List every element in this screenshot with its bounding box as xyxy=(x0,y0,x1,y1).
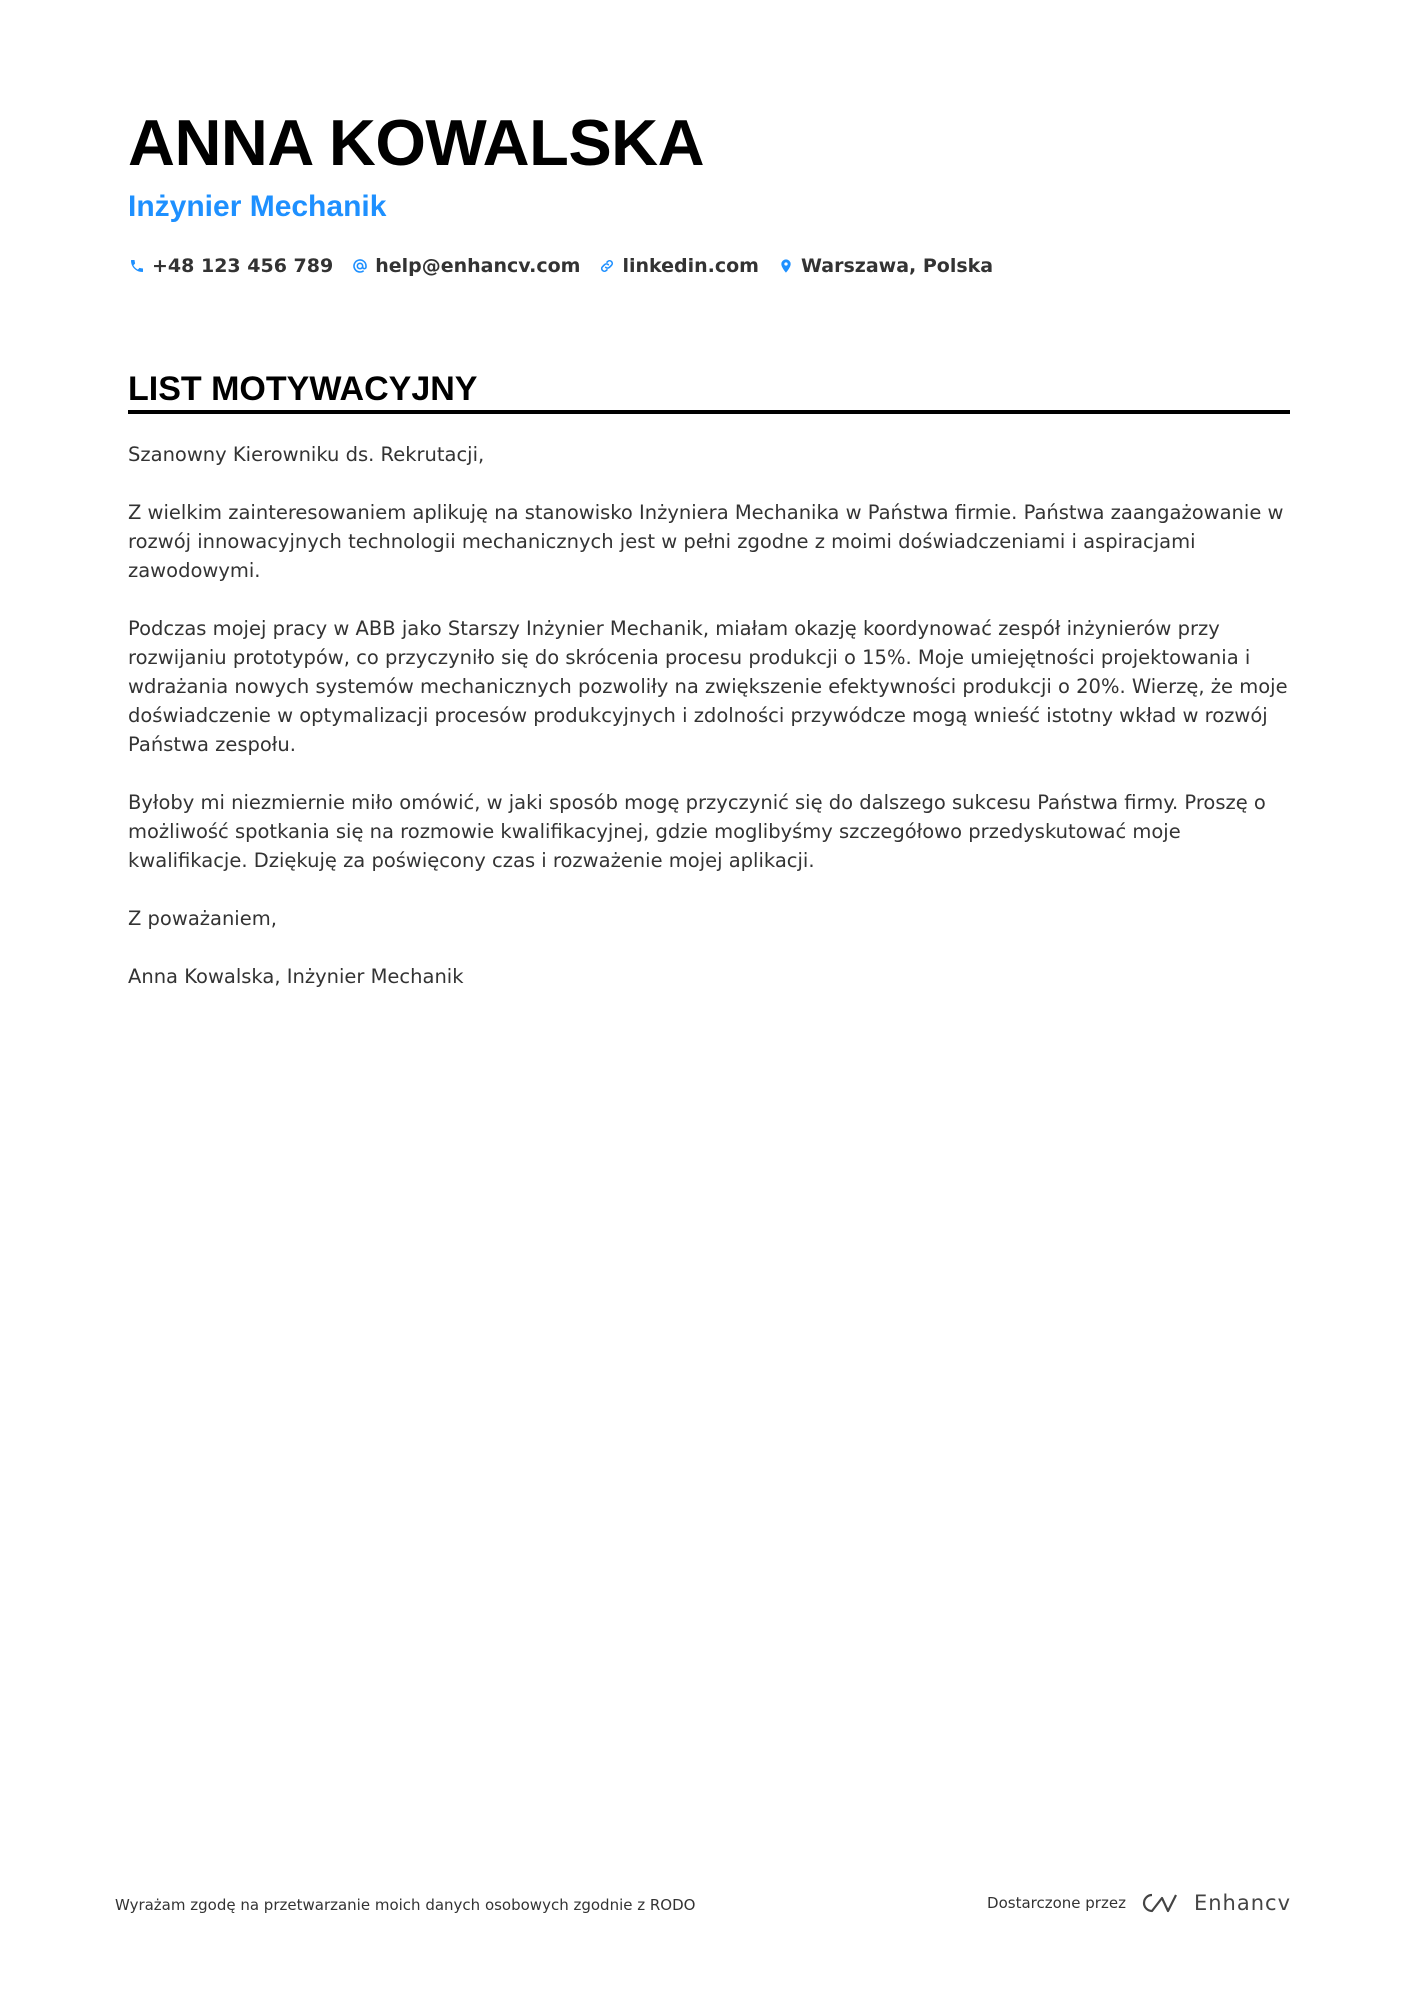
letter-signature: Anna Kowalska, Inżynier Mechanik xyxy=(128,965,464,988)
letter-paragraph: Podczas mojej pracy w ABB jako Starszy Inżynier Mechanik, miałam okazję koordynować zespół inżynierów przy rozwijaniu prototypów, co przyczyniło się do skrócenia procesu produkcji o 15%. Moje umiejętności projektowania i wdrażania nowych systemów mechanicznych pozwoliły na zwiększenie efektywności produkcji o 20%. Wierzę, że moje doświadczenie w optymalizacji procesów produkcyjnych i zdolności przywódcze mogą wnieść istotny wkład w rozwój Państwa zespołu. xyxy=(128,617,1288,756)
contact-location-text: Warszawa, Polska xyxy=(800,255,994,277)
powered-by xyxy=(987,1890,1291,1916)
contact-phone xyxy=(128,255,333,277)
enhancv-logo-icon xyxy=(1138,1890,1184,1916)
contact-bar xyxy=(128,255,1011,277)
contact-phone-text: +48 123 456 789 xyxy=(152,255,334,277)
contact-linkedin xyxy=(598,255,759,277)
letter-body xyxy=(128,440,1290,1020)
location-pin-icon xyxy=(777,257,795,275)
letter-closing: Z poważaniem, xyxy=(128,907,277,930)
contact-email xyxy=(351,255,580,277)
enhancv-brand-name: Enhancv xyxy=(1193,1891,1291,1915)
contact-email-text: help@enhancv.com xyxy=(375,255,581,277)
letter-greeting: Szanowny Kierowniku ds. Rekrutacji, xyxy=(128,443,485,466)
section-title: LIST MOTYWACYJNY xyxy=(128,370,478,408)
candidate-name: ANNA KOWALSKA xyxy=(128,106,705,179)
phone-icon xyxy=(128,257,146,275)
letter-paragraph: Byłoby mi niezmiernie miło omówić, w jaki sposób mogę przyczynić się do dalszego sukcesu Państwa firmy. Proszę o możliwość spotkania się na rozmowie kwalifikacyjnej, gdzie moglibyśmy szczegółowo przedyskutować moje kwalifikacje. Dziękuję za poświęcony czas i rozważenie mojej aplikacji. xyxy=(128,791,1266,872)
contact-location xyxy=(777,255,993,277)
powered-by-label: Dostarczone przez xyxy=(987,1894,1126,1912)
job-title: Inżynier Mechanik xyxy=(128,190,387,223)
contact-linkedin-text: linkedin.com xyxy=(622,255,759,277)
letter-paragraph: Z wielkim zainteresowaniem aplikuję na stanowisko Inżyniera Mechanika w Państwa firmie. Państwa zaangażowanie w rozwój innowacyjnych technologii mechanicznych jest w pełni zgodne z moimi doświadczeniami i aspiracjami zawodowymi. xyxy=(128,501,1284,582)
gdpr-consent-text: Wyrażam zgodę na przetwarzanie moich danych osobowych zgodnie z RODO xyxy=(115,1896,696,1914)
section-divider xyxy=(128,410,1290,414)
link-icon xyxy=(598,257,616,275)
at-icon xyxy=(351,257,369,275)
